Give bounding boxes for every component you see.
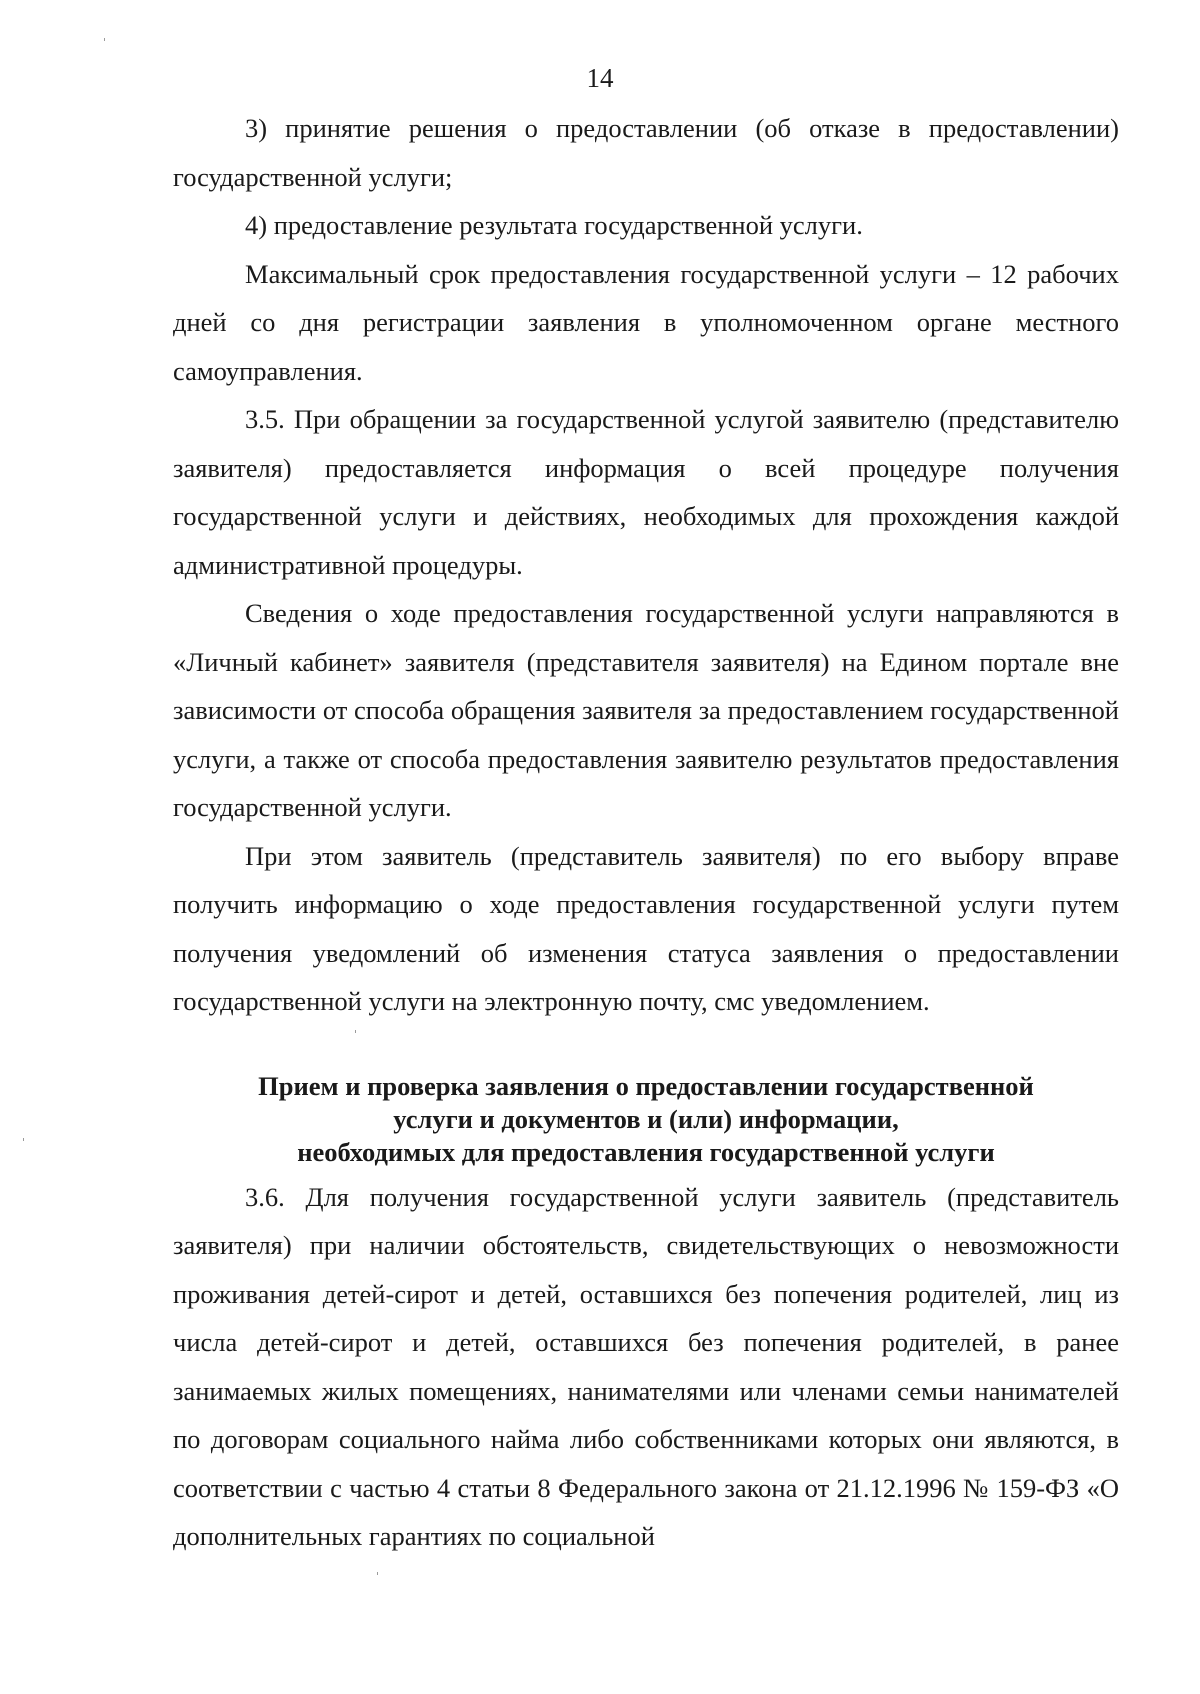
paragraph-item-3: 3) принятие решения о предоставлении (об отказе в предоставлении) государственной услуги; [173,113,1119,192]
paragraph-3-5: 3.5. При обращении за государственной услугой заявителю (представителю заявителя) предоставляется информация о всей процедуре получения государственной услуги и действиях, необходимых для прохождения каждой административной процедуры. [173,404,1119,580]
paragraph-3-6: 3.6. Для получения государственной услуги заявитель (представитель заявителя) при наличии обстоятельств, свидетельствующих о невозможности проживания детей-сирот и детей, оставшихся без попечения родителей, лиц из числа детей-сирот и детей, оставшихся без попечения родителей, в ранее занимаемых жилых помещениях, нанимателями или членами семьи нанимателей по договорам социального найма либо собственниками которых они являются, в соответствии с частью 4 статьи 8 Федерального закона от 21.12.1996 № 159-ФЗ «О дополнительных гарантиях по социальной [173,1181,1119,1551]
section-heading-line: услуги и документов и (или) информации, [393,1103,899,1134]
document-body [173,104,1119,1561]
scan-artifact [355,1030,356,1033]
scan-artifact [104,38,105,41]
paragraph-notifications: При этом заявитель (представитель заявителя) по его выбору вправе получить информацию о ходе предоставления государственной услуги путем получения уведомлений об изменения статуса заявления о предоставлении государственной услуги на электронную почту, смс уведомлением. [173,840,1119,1016]
scan-artifact [23,1138,24,1141]
section-heading-line: Прием и проверка заявления о предоставлении государственной [258,1070,1034,1101]
paragraph-max-term: Максимальный срок предоставления государственной услуги – 12 рабочих дней со дня регистрации заявления в уполномоченном органе местного самоуправления. [173,258,1119,386]
paragraph-progress-info: Сведения о ходе предоставления государственной услуги направляются в «Личный кабинет» заявителя (представителя заявителя) на Едином портале вне зависимости от способа обращения заявителя за предоставлением государственной услуги, а также от способа предоставления заявителю результатов предоставления государственной услуги. [173,598,1119,822]
page-number: 14 [586,63,614,93]
section-heading [173,1070,1119,1169]
scan-artifact [377,1572,378,1575]
paragraph-item-4: 4) предоставление результата государственной услуги. [245,210,863,240]
section-heading-line: необходимых для предоставления государственной услуги [297,1136,995,1167]
